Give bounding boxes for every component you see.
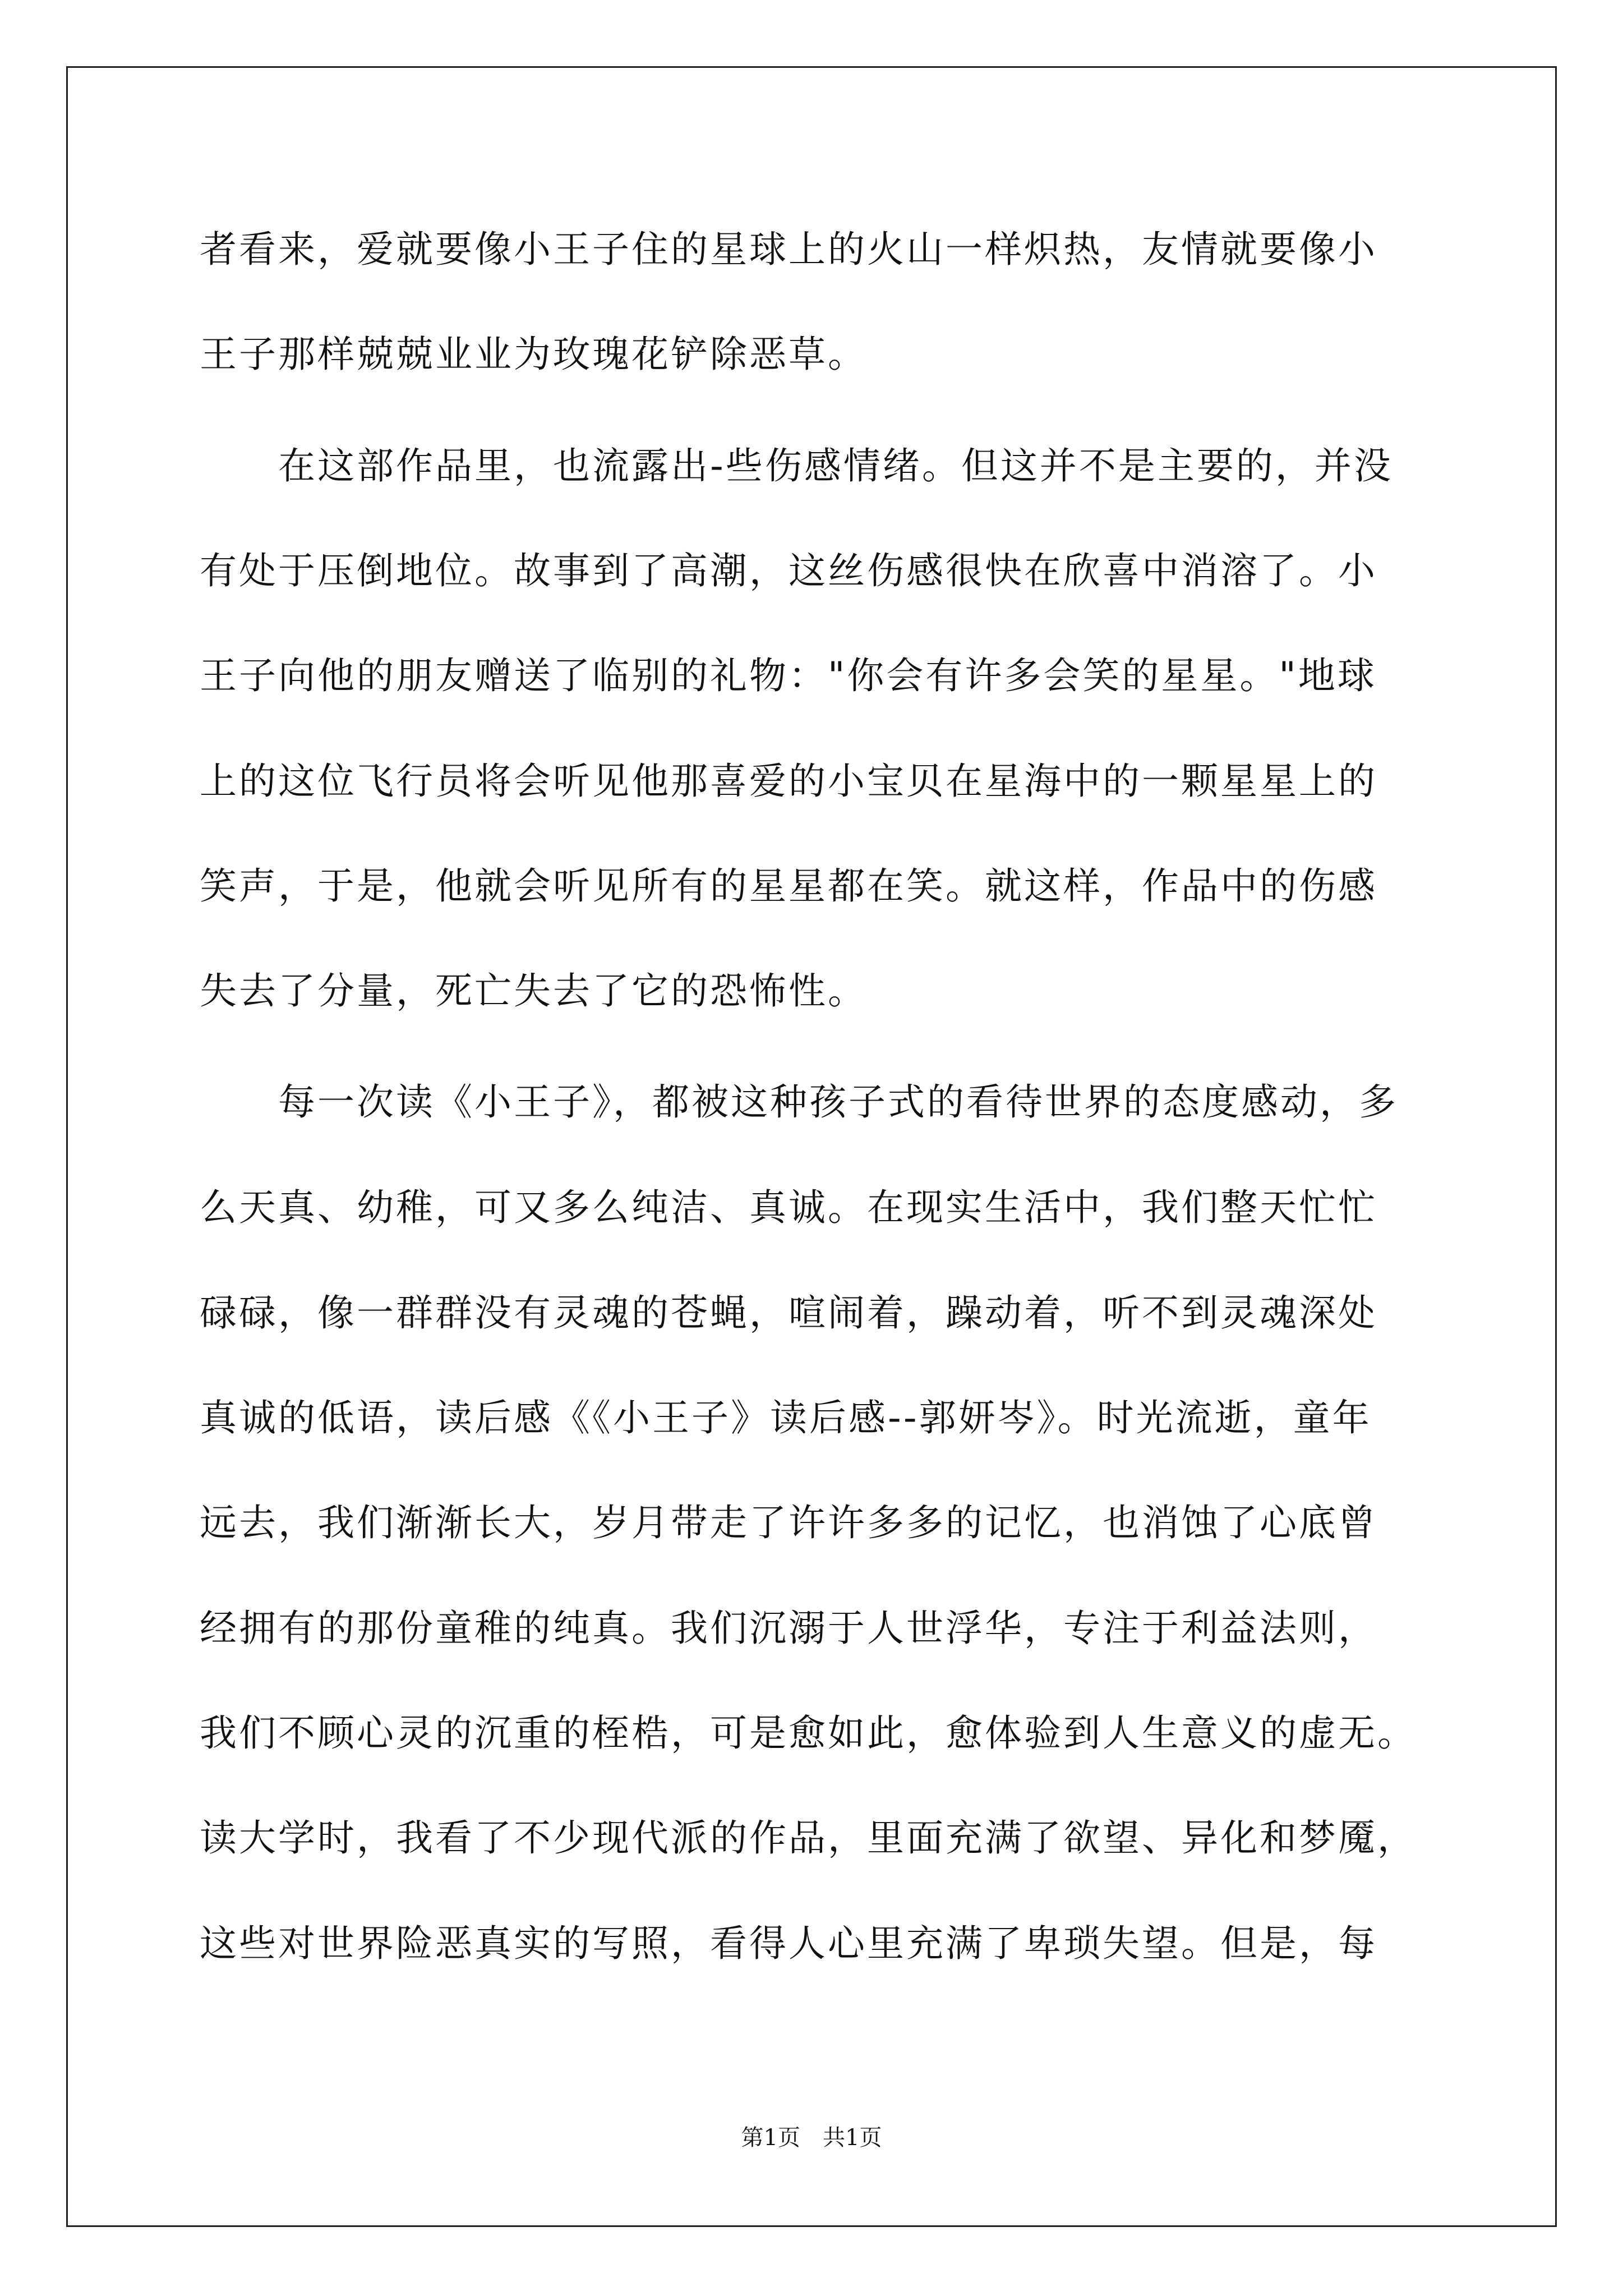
text-line: 远去，我们渐渐长大，岁月带走了许许多多的记忆，也消蚀了心底曾 <box>200 1501 1377 1544</box>
page-footer: 第1页 共1页 <box>741 2125 882 2151</box>
text-line: 笑声，于是，他就会听见所有的星星都在笑。就这样，作品中的伤感 <box>200 864 1377 908</box>
text-line: 经拥有的那份童稚的纯真。我们沉溺于人世浮华，专注于利益法则， <box>200 1607 1377 1650</box>
text-line: 真诚的低语，读后感《《小王子》读后感--郭妍岑》。时光流逝，童年 <box>200 1396 1372 1439</box>
text-line: 失去了分量，死亡失去了它的恐怖性。 <box>200 969 867 1013</box>
text-line: 上的这位飞行员将会听见他那喜爱的小宝贝在星海中的一颗星星上的 <box>200 760 1377 803</box>
text-line: 碌碌，像一群群没有灵魂的苍蝇，喧闹着，躁动着，听不到灵魂深处 <box>200 1291 1377 1335</box>
text-line: 王子那样兢兢业业为玫瑰花铲除恶草。 <box>200 333 867 376</box>
text-line: 者看来，爱就要像小王子住的星球上的火山一样炽热，友情就要像小 <box>200 228 1377 271</box>
text-line: 这些对世界险恶真实的写照，看得人心里充满了卑琐失望。但是，每 <box>200 1922 1377 1965</box>
text-line: 在这部作品里，也流露出-些伤感情绪。但这并不是主要的，并没 <box>200 444 1393 487</box>
text-line: 我们不顾心灵的沉重的桎梏，可是愈如此，愈体验到人生意义的虚无。 <box>200 1711 1417 1755</box>
text-line: 每一次读《小王子》，都被这种孩子式的看待世界的态度感动，多 <box>200 1080 1398 1124</box>
text-line: 读大学时，我看了不少现代派的作品，里面充满了欲望、异化和梦魇， <box>200 1816 1417 1860</box>
text-line: 有处于压倒地位。故事到了高潮，这丝伤感很快在欣喜中消溶了。小 <box>200 549 1377 592</box>
text-line: 王子向他的朋友赠送了临别的礼物："你会有许多会笑的星星。"地球 <box>200 654 1377 697</box>
text-line: 么天真、幼稚，可又多么纯洁、真诚。在现实生活中，我们整天忙忙 <box>200 1186 1377 1229</box>
page-border <box>66 66 1557 2227</box>
